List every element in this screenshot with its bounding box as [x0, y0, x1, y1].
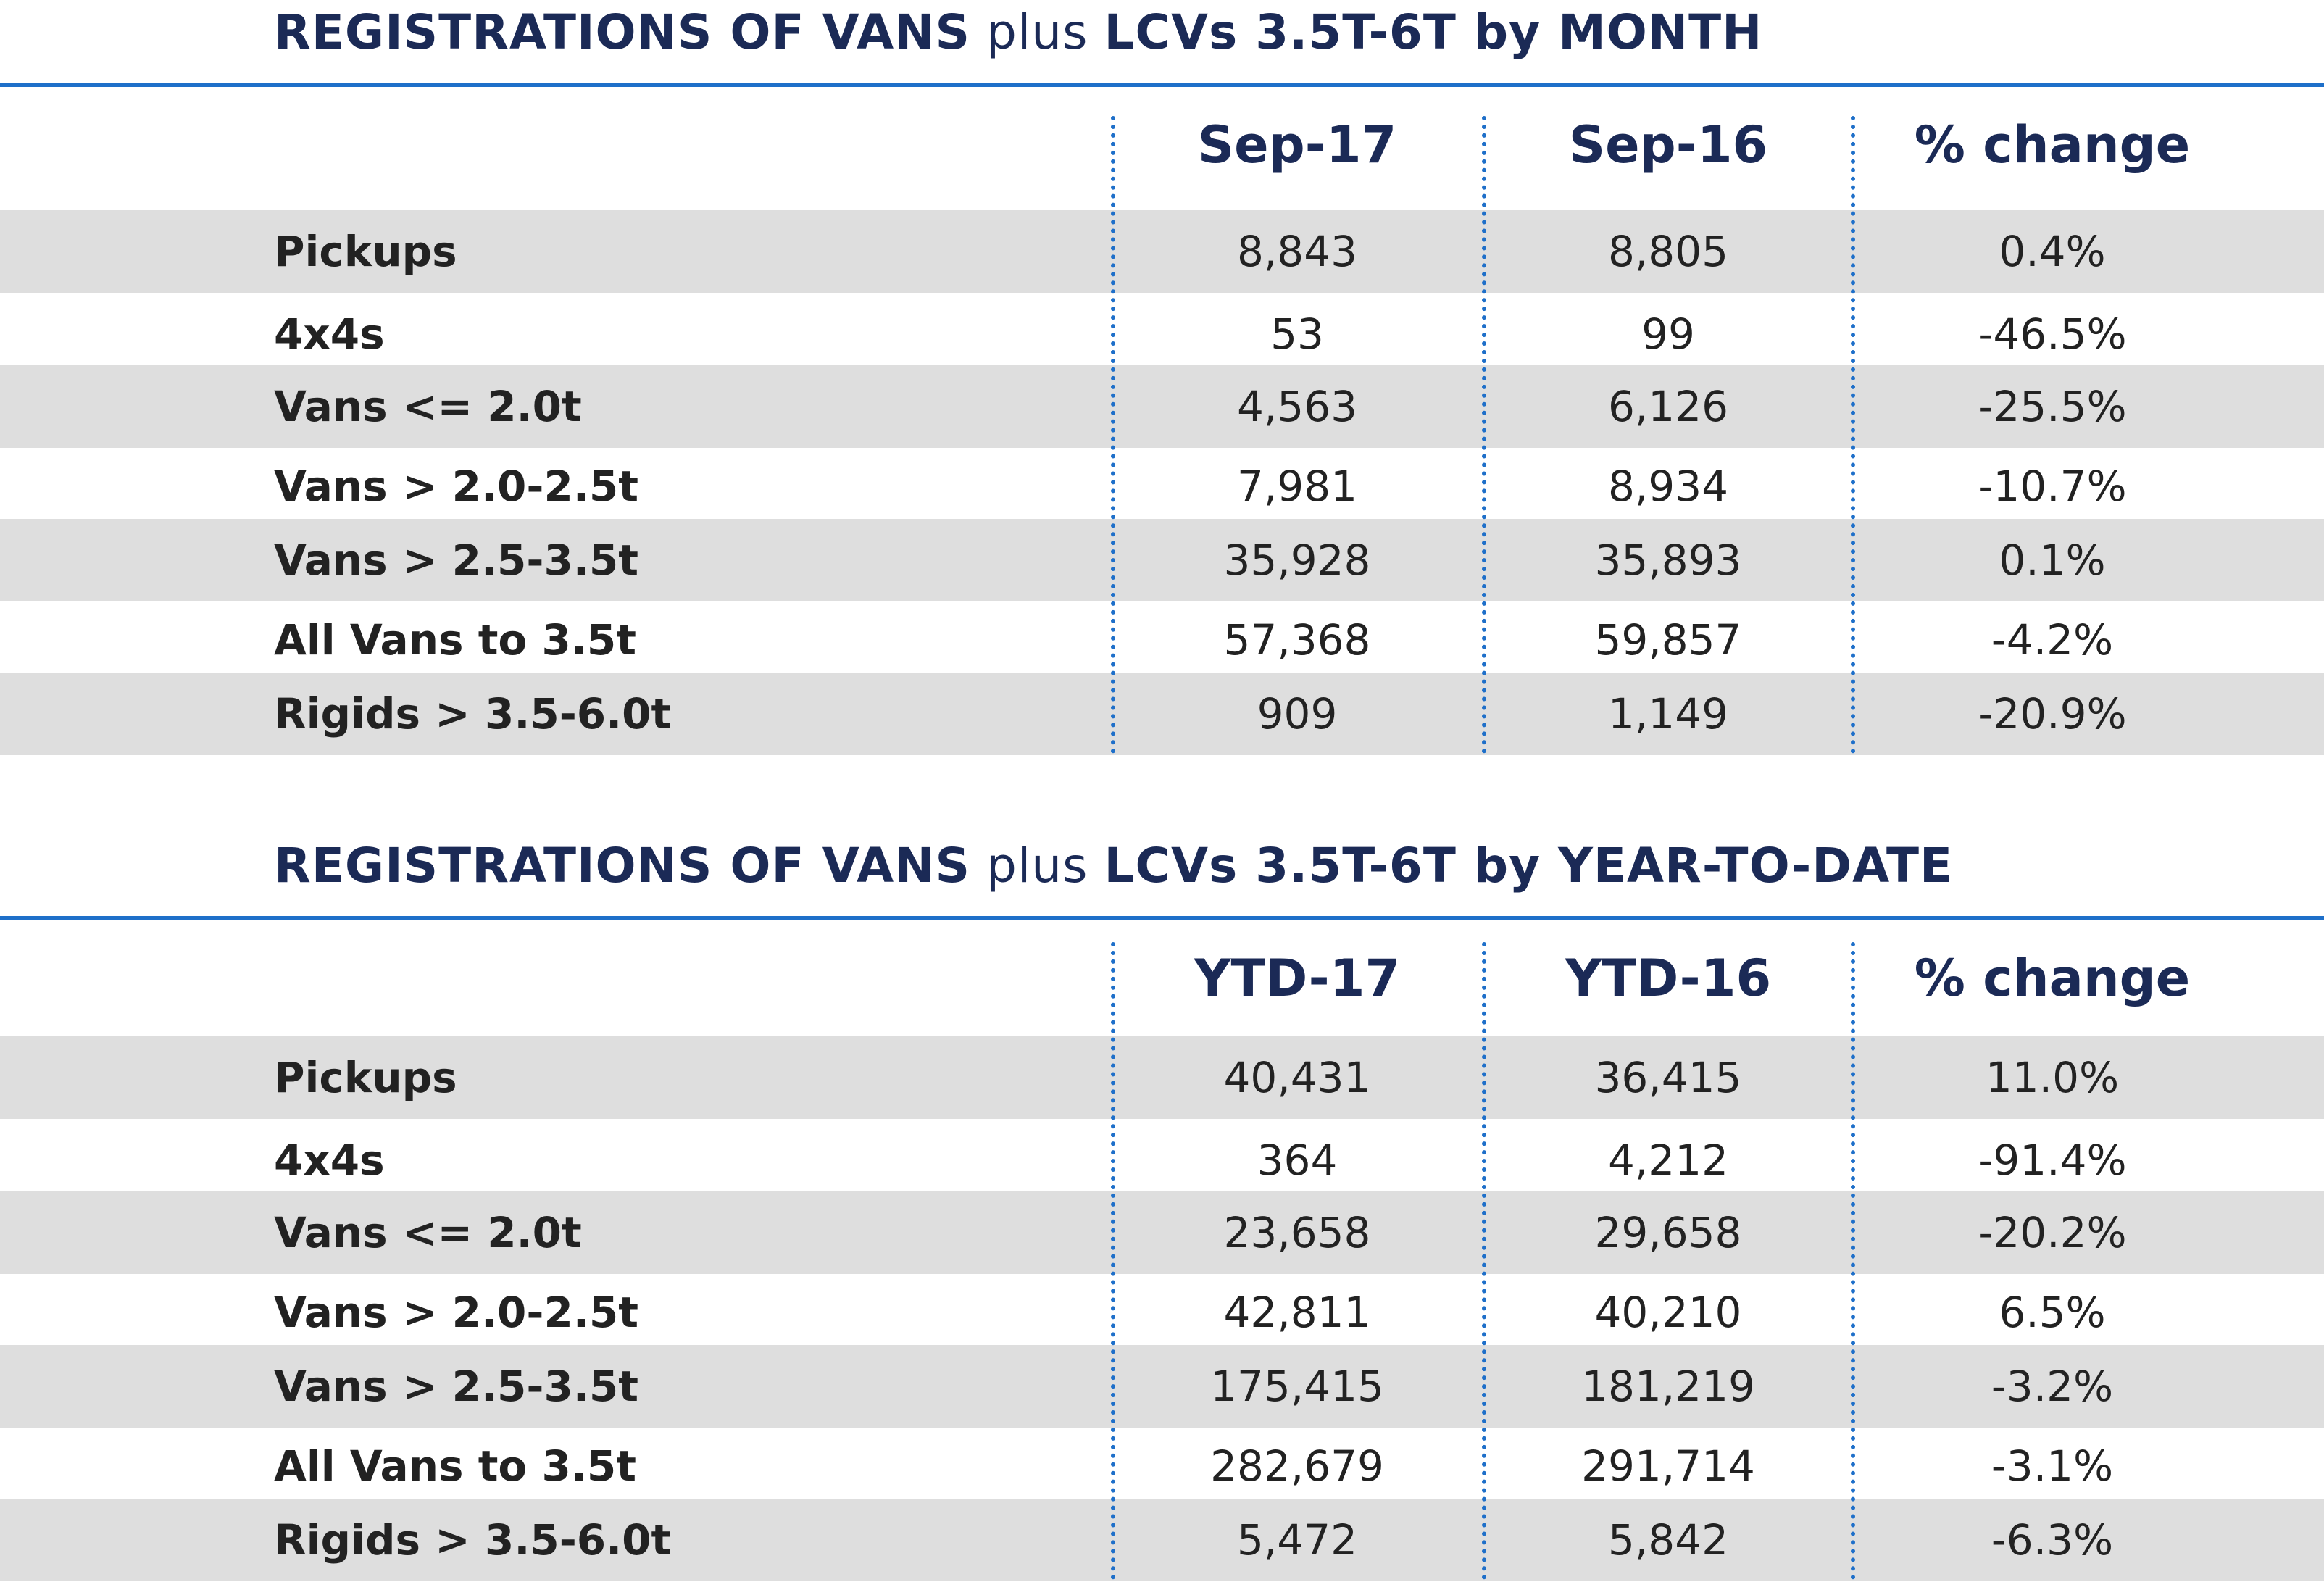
- table-row: [0, 210, 2324, 293]
- table-row: [0, 1119, 2324, 1202]
- month-table-section: [0, 0, 2324, 761]
- row-label: Vans > 2.0-2.5t: [274, 1288, 638, 1337]
- table-cell: 40,431: [1223, 1053, 1371, 1102]
- table-row: [0, 1036, 2324, 1119]
- title-part-3: LCVs 3.5T-6T by YEAR-TO-DATE: [1104, 838, 1954, 894]
- table-cell: 36,415: [1594, 1053, 1742, 1102]
- table-cell: 40,210: [1594, 1288, 1742, 1337]
- table-cell: -46.5%: [1978, 309, 2127, 359]
- row-label: Vans > 2.0-2.5t: [274, 462, 638, 511]
- table-cell: 4,563: [1236, 382, 1358, 431]
- table-cell: 35,928: [1223, 536, 1371, 585]
- table-cell: 59,857: [1594, 615, 1742, 665]
- table-row: [0, 1345, 2324, 1428]
- column-divider: [1851, 942, 1855, 1580]
- table-cell: 29,658: [1594, 1208, 1742, 1257]
- month-table-title: [274, 0, 1762, 65]
- table-cell: -91.4%: [1978, 1136, 2127, 1185]
- table-row: [0, 445, 2324, 528]
- table-cell: 6,126: [1607, 382, 1729, 431]
- table-row: [0, 599, 2324, 681]
- table-cell: -3.2%: [1991, 1362, 2114, 1411]
- table-cell: 5,842: [1607, 1515, 1729, 1565]
- ytd-table-title: [274, 833, 1953, 899]
- title-underline: [0, 916, 2324, 920]
- column-header: % change: [1914, 115, 2191, 175]
- row-label: Vans > 2.5-3.5t: [274, 1362, 638, 1411]
- table-cell: 0.4%: [1999, 227, 2106, 276]
- title-part-1: REGISTRATIONS OF VANS: [274, 838, 971, 894]
- table-cell: -25.5%: [1978, 382, 2127, 431]
- table-cell: 23,658: [1223, 1208, 1371, 1257]
- table-row: [0, 519, 2324, 601]
- table-row: [0, 293, 2324, 375]
- table-cell: 282,679: [1210, 1441, 1384, 1491]
- row-label: 4x4s: [274, 309, 385, 359]
- table-cell: 909: [1257, 689, 1338, 738]
- table-row: [0, 1499, 2324, 1581]
- column-divider: [1482, 116, 1486, 754]
- table-cell: -3.1%: [1991, 1441, 2114, 1491]
- title-part-2: plus: [986, 838, 1088, 894]
- row-label: Vans > 2.5-3.5t: [274, 536, 638, 585]
- table-cell: 7,981: [1236, 462, 1358, 511]
- table-row: [0, 1191, 2324, 1274]
- table-row: [0, 1425, 2324, 1507]
- table-cell: 8,805: [1607, 227, 1729, 276]
- table-cell: 99: [1641, 309, 1695, 359]
- column-divider: [1111, 942, 1115, 1580]
- column-header: Sep-16: [1568, 115, 1768, 175]
- column-header: YTD-17: [1194, 949, 1401, 1008]
- row-label: All Vans to 3.5t: [274, 1441, 636, 1491]
- table-cell: -6.3%: [1991, 1515, 2114, 1565]
- table-cell: 11.0%: [1985, 1053, 2120, 1102]
- title-part-3: LCVs 3.5T-6T by MONTH: [1104, 4, 1763, 60]
- column-divider: [1482, 942, 1486, 1580]
- table-row: [0, 365, 2324, 448]
- ytd-table-section: [0, 833, 2324, 1582]
- table-row: [0, 1271, 2324, 1354]
- table-cell: 6.5%: [1999, 1288, 2106, 1337]
- table-cell: 181,219: [1581, 1362, 1755, 1411]
- table-cell: 35,893: [1594, 536, 1742, 585]
- column-header: Sep-17: [1197, 115, 1397, 175]
- table-cell: -20.9%: [1978, 689, 2127, 738]
- table-cell: 8,934: [1607, 462, 1729, 511]
- row-label: Vans <= 2.0t: [274, 1208, 582, 1257]
- table-cell: 1,149: [1607, 689, 1729, 738]
- row-label: Pickups: [274, 227, 457, 276]
- title-underline: [0, 83, 2324, 87]
- column-divider: [1111, 116, 1115, 754]
- table-cell: -20.2%: [1978, 1208, 2127, 1257]
- table-cell: 8,843: [1236, 227, 1358, 276]
- row-label: Vans <= 2.0t: [274, 382, 582, 431]
- title-part-1: REGISTRATIONS OF VANS: [274, 4, 971, 60]
- column-header: YTD-16: [1565, 949, 1772, 1008]
- row-label: 4x4s: [274, 1136, 385, 1185]
- table-row: [0, 673, 2324, 755]
- column-header: % change: [1914, 949, 2191, 1008]
- table-cell: 53: [1270, 309, 1324, 359]
- table-cell: -4.2%: [1991, 615, 2114, 665]
- table-cell: 5,472: [1236, 1515, 1358, 1565]
- row-label: Pickups: [274, 1053, 457, 1102]
- table-cell: 42,811: [1223, 1288, 1371, 1337]
- table-cell: 291,714: [1581, 1441, 1755, 1491]
- table-cell: 57,368: [1223, 615, 1371, 665]
- table-cell: 364: [1257, 1136, 1338, 1185]
- table-cell: 4,212: [1607, 1136, 1729, 1185]
- row-label: Rigids > 3.5-6.0t: [274, 689, 672, 738]
- table-cell: 0.1%: [1999, 536, 2106, 585]
- row-label: All Vans to 3.5t: [274, 615, 636, 665]
- table-cell: -10.7%: [1978, 462, 2127, 511]
- row-label: Rigids > 3.5-6.0t: [274, 1515, 672, 1565]
- table-cell: 175,415: [1210, 1362, 1384, 1411]
- title-part-2: plus: [986, 4, 1088, 60]
- column-divider: [1851, 116, 1855, 754]
